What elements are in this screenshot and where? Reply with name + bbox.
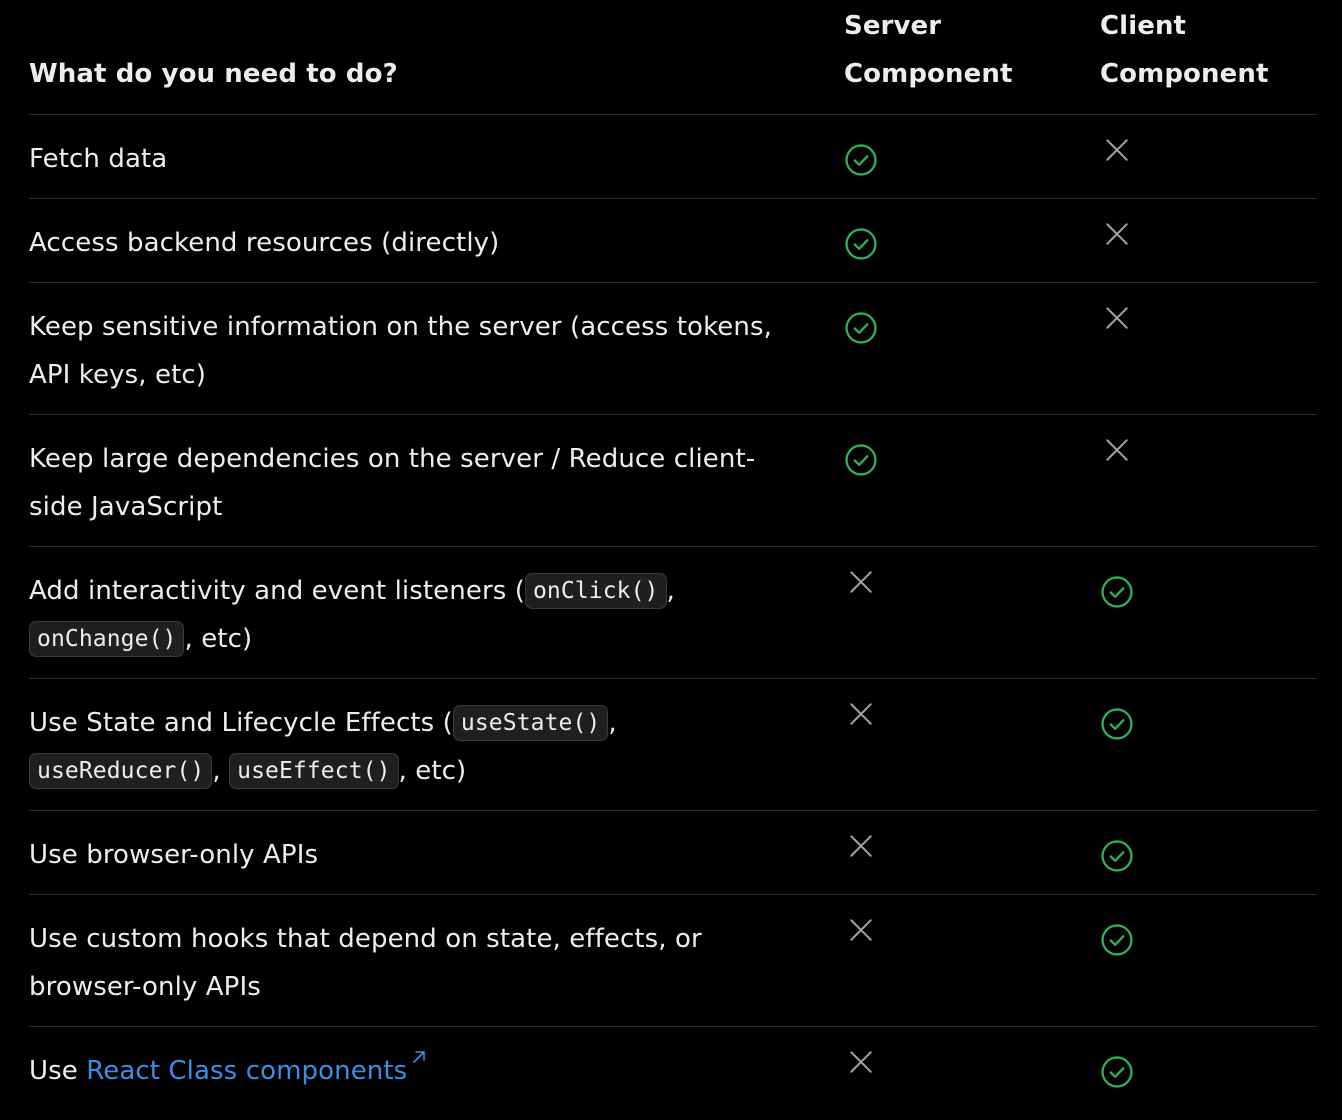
task-cell [29,1027,844,1110]
client-cell [1100,811,1317,894]
task-text: Use State and Lifecycle Effects ( [29,708,453,738]
task-cell: Access backend resources (directly) [29,228,500,258]
task-cell: Fetch data [29,144,168,174]
inline-code: useReducer() [29,753,212,789]
comparison-table [29,0,1317,1110]
client-cell [1100,679,1317,810]
table-row [29,199,1317,283]
client-cell [1100,547,1317,678]
react-class-components-link[interactable]: React Class components [86,1056,408,1086]
x-icon [1104,305,1130,331]
check-circle-icon [1100,707,1134,741]
table-row [29,679,1317,811]
task-cell: Use custom hooks that depend on state, effects, or browser-only APIs [29,924,702,1002]
x-icon [1104,137,1130,163]
separator-text: , [666,576,675,606]
server-cell [844,547,1100,678]
table-row [29,1027,1317,1110]
x-icon [1104,437,1130,463]
check-circle-icon [1100,923,1134,957]
header-server-label: Server Component [844,11,1013,89]
check-circle-icon [844,227,878,261]
header-server-component [844,0,1100,114]
server-cell [844,283,1100,414]
header-task: What do you need to do? [29,59,398,89]
task-cell: Keep large dependencies on the server / Reduce client-side JavaScript [29,444,756,522]
check-circle-icon [844,443,878,477]
inline-code: onChange() [29,621,184,657]
x-icon [1104,221,1130,247]
server-cell [844,679,1100,810]
server-cell [844,811,1100,894]
client-cell [1100,895,1317,1026]
x-icon [848,917,874,943]
server-cell [844,115,1100,198]
table-header-row [29,0,1317,115]
table-row [29,811,1317,895]
x-icon [848,833,874,859]
task-text: Use [29,1056,87,1086]
header-client-label: Client Component [1100,11,1269,89]
table-row [29,415,1317,547]
client-cell [1100,115,1317,198]
task-cell [29,547,844,678]
inline-code: onClick() [525,573,667,609]
check-circle-icon [1100,575,1134,609]
check-circle-icon [844,311,878,345]
task-text: Add interactivity and event listeners ( [29,576,525,606]
client-cell [1100,415,1317,546]
x-icon [848,569,874,595]
check-circle-icon [844,143,878,177]
task-cell: Use browser-only APIs [29,840,319,870]
client-cell [1100,283,1317,414]
inline-code: useState() [453,705,608,741]
check-circle-icon [1100,839,1134,873]
server-cell [844,895,1100,1026]
table-row [29,547,1317,679]
table-row [29,115,1317,199]
external-link-arrow-icon [411,1049,427,1065]
table-row [29,283,1317,415]
separator-text: , [212,756,221,786]
server-cell [844,415,1100,546]
server-cell [844,199,1100,282]
server-cell [844,1027,1100,1110]
task-cell: Keep sensitive information on the server (access tokens, API keys, etc) [29,312,772,390]
inline-code: useEffect() [229,753,398,789]
client-cell [1100,1027,1317,1110]
table-row [29,895,1317,1027]
task-cell [29,679,844,810]
task-text: , etc) [184,624,253,654]
task-text: , etc) [398,756,467,786]
header-client-component [1100,0,1317,114]
check-circle-icon [1100,1055,1134,1089]
client-cell [1100,199,1317,282]
x-icon [848,701,874,727]
separator-text: , [608,708,617,738]
x-icon [848,1049,874,1075]
